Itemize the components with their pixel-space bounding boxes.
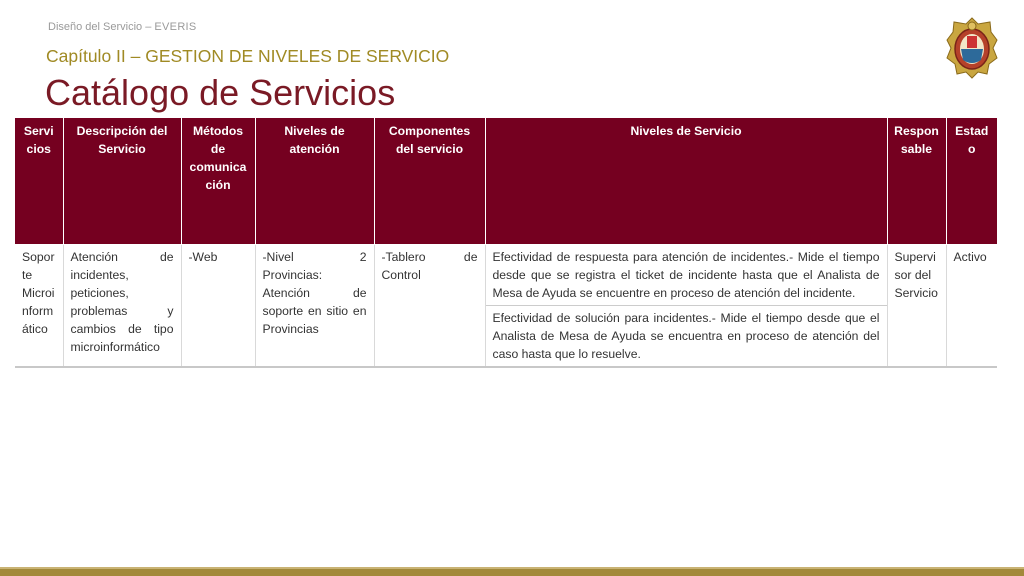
col-header-niveles-servicio: Niveles de Servicio — [485, 118, 887, 245]
bottom-bar-highlight — [0, 567, 1024, 569]
cell-estado: Activo — [946, 245, 997, 368]
col-header-metodos: Métodos de comunicación — [181, 118, 255, 245]
col-header-servicios: Servicios — [15, 118, 63, 245]
table-header-row — [15, 118, 997, 245]
cell-nivel-servicio-2: Efectividad de solución para incidentes.- Mide el tiempo desde que el Analista de Mesa de Ayuda se encuentra en proceso de atención del caso hasta que lo resuelve. — [485, 306, 887, 368]
col-header-componentes: Componentes del servicio — [374, 118, 485, 245]
col-header-estado: Estado — [946, 118, 997, 245]
col-header-responsable: Responsable — [887, 118, 946, 245]
col-header-niveles-atencion: Niveles de atención — [255, 118, 374, 245]
header-company: EVERIS — [154, 21, 197, 33]
services-catalog-table — [15, 118, 997, 368]
table-row — [15, 245, 997, 306]
cell-niveles-atencion: -Nivel 2 Provincias: Atención de soporte en sitio en Provincias — [255, 245, 374, 368]
cell-responsable: Supervisor del Servicio — [887, 245, 946, 368]
cell-servicio: Soporte Microinformático — [15, 245, 63, 368]
col-header-descripcion: Descripción del Servicio — [63, 118, 181, 245]
bottom-bar — [0, 567, 1024, 576]
cell-metodos: -Web — [181, 245, 255, 368]
chapter-heading: Capítulo II – GESTION DE NIVELES DE SERVICIO — [46, 46, 450, 66]
header-prefix: Diseño del Servicio – — [48, 21, 152, 33]
cell-nivel-servicio-1: Efectividad de respuesta para atención de incidentes.- Mide el tiempo desde que se registra el ticket de incidente hasta que el Analista de Mesa de Ayuda se encuentre en proceso de atención del incidente. — [485, 245, 887, 306]
page-title: Catálogo de Servicios — [45, 72, 396, 113]
university-crest-icon — [945, 16, 999, 80]
cell-descripcion: Atención de incidentes, peticiones, problemas y cambios de tipo microinformático — [63, 245, 181, 368]
cell-componentes: -Tablero de Control — [374, 245, 485, 368]
header-line — [48, 21, 197, 33]
